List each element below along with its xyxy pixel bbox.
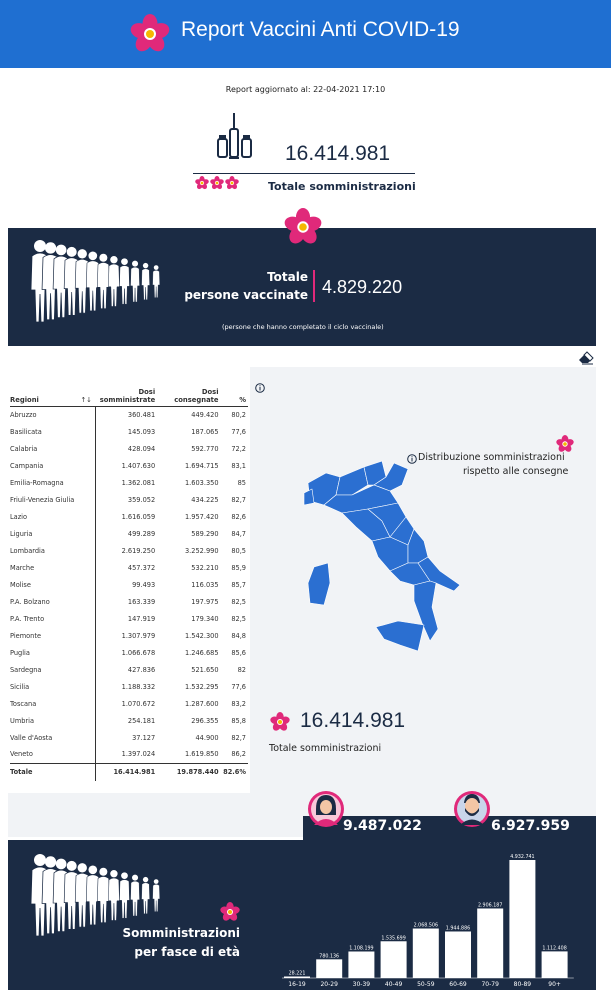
delivered-cell: 1.694.715 [184, 461, 219, 470]
administered-cell: 163.339 [127, 597, 156, 606]
administered-cell: 360.481 [127, 410, 156, 419]
percent-cell: 84,8 [231, 631, 246, 640]
table-row[interactable] [10, 746, 248, 763]
age-category-label: 50-59 [417, 981, 435, 988]
map-region[interactable] [376, 621, 424, 651]
column-header-delivered[interactable] [159, 378, 222, 406]
delivered-cell: 187.065 [191, 427, 219, 436]
column-header-label: consegnate [174, 395, 219, 404]
region-cell: Abruzzo [10, 406, 96, 423]
map-total-value: 16.414.981 [300, 709, 406, 732]
percent-cell: 85 [237, 478, 246, 487]
primula-flower-icon [130, 14, 170, 54]
divider [313, 270, 315, 302]
age-category-label: 80-89 [513, 981, 532, 988]
administered-cell: 1.397.024 [121, 750, 156, 759]
table-row[interactable] [10, 729, 248, 746]
delivered-cell: 1.957.420 [184, 512, 219, 521]
table-row[interactable] [10, 644, 248, 661]
age-category-label: 16-19 [288, 981, 306, 988]
administered-cell: 428.094 [127, 444, 156, 453]
table-row[interactable] [10, 491, 248, 508]
man-avatar-icon [453, 789, 491, 829]
people-vaccinated-label-2: persone vaccinate [184, 288, 308, 302]
age-category-label: 20-29 [320, 981, 338, 988]
percent-cell: 82,5 [231, 597, 246, 606]
percent-cell: 77,6 [231, 682, 246, 691]
age-section-label-1: Somministrazioni [122, 926, 240, 940]
table-row[interactable] [10, 576, 248, 593]
administered-cell: 1.066.678 [121, 648, 156, 657]
administered-cell: 1.362.081 [121, 478, 156, 487]
percent-cell: 82,7 [231, 733, 246, 742]
region-cell: P.A. Trento [10, 610, 96, 627]
table-row[interactable] [10, 661, 248, 678]
italy-regions-map[interactable] [290, 455, 470, 660]
administered-cell: 147.919 [127, 614, 156, 623]
region-cell: Valle d'Aosta [10, 729, 96, 746]
percent-cell: 85,9 [231, 563, 246, 572]
administered-cell: 2.619.250 [121, 546, 156, 555]
region-cell: Molise [10, 576, 96, 593]
sort-icon[interactable]: ↑↓ [80, 395, 92, 404]
age-bar[interactable] [413, 929, 439, 978]
age-bar-value-label: 4.932.741 [510, 855, 535, 860]
table-row[interactable] [10, 508, 248, 525]
table-row[interactable] [10, 559, 248, 576]
region-cell: Sardegna [10, 661, 96, 678]
page-title: Report Vaccini Anti COVID-19 [181, 18, 460, 41]
delivered-cell: 1.287.600 [184, 699, 219, 708]
percent-cell: 85,7 [231, 580, 246, 589]
age-groups-bar-chart [280, 848, 580, 988]
administered-cell: 1.307.979 [121, 631, 156, 640]
percent-cell: 80,5 [231, 546, 246, 555]
total-label: Totale [10, 763, 96, 781]
delivered-cell: 197.975 [191, 597, 219, 606]
men-administrations-value: 6.927.959 [491, 818, 570, 834]
region-cell: Campania [10, 457, 96, 474]
delivered-cell: 296.355 [191, 716, 219, 725]
age-category-label: 60-69 [449, 981, 467, 988]
administered-cell: 37.127 [132, 733, 156, 742]
people-vaccinated-label-1: Totale [267, 270, 308, 284]
region-cell: Veneto [10, 746, 96, 763]
delivered-cell: 1.603.350 [184, 478, 219, 487]
administered-cell: 145.093 [127, 427, 156, 436]
table-row[interactable] [10, 406, 248, 423]
administered-cell: 1.407.630 [121, 461, 156, 470]
table-row[interactable] [10, 627, 248, 644]
delivered-cell: 434.225 [191, 495, 219, 504]
column-header-region[interactable] [10, 378, 96, 406]
delivered-cell: 1.619.850 [184, 750, 219, 759]
map-region[interactable] [304, 489, 314, 505]
table-row[interactable] [10, 593, 248, 610]
column-header-percent[interactable] [223, 378, 248, 406]
region-cell: Lazio [10, 508, 96, 525]
percent-cell: 77,6 [231, 427, 246, 436]
region-cell: Toscana [10, 695, 96, 712]
age-section-label-2: per fasce di età [134, 945, 240, 959]
woman-avatar-icon [307, 789, 345, 829]
total-administrations-label: Totale somministrazioni [268, 180, 416, 193]
last-updated: Report aggiornato al: 22-04-2021 17:10 [225, 85, 386, 94]
administered-cell: 1.616.059 [121, 512, 156, 521]
region-cell: Sicilia [10, 678, 96, 695]
region-cell: Umbria [10, 712, 96, 729]
administered-cell: 1.070.672 [121, 699, 156, 708]
age-bar-value-label: 28.221 [288, 971, 306, 977]
administered-cell: 427.836 [127, 665, 156, 674]
percent-cell: 82 [237, 665, 246, 674]
age-category-label: 30-39 [352, 981, 371, 988]
delivered-cell: 521.650 [191, 665, 219, 674]
table-row[interactable] [10, 542, 248, 559]
delivered-cell: 589.290 [191, 529, 219, 538]
total-administrations-value: 16.414.981 [285, 142, 391, 165]
table-row[interactable] [10, 440, 248, 457]
age-bar-value-label: 1.108.199 [349, 946, 374, 952]
divider [193, 173, 415, 174]
women-administrations-value: 9.487.022 [343, 818, 422, 834]
primula-flower-icon [270, 712, 290, 732]
administered-cell: 499.289 [127, 529, 156, 538]
delivered-cell: 1.532.295 [184, 682, 219, 691]
region-cell: Puglia [10, 644, 96, 661]
map-region[interactable] [308, 563, 330, 605]
table-row[interactable] [10, 695, 248, 712]
table-total-row [10, 763, 248, 781]
primula-flower-icon [195, 176, 209, 190]
table-row[interactable] [10, 457, 248, 474]
age-category-label: 90+ [548, 981, 561, 988]
age-bar-value-label: 1.112.408 [542, 946, 567, 952]
age-bar-value-label: 2.906.187 [477, 903, 503, 909]
region-cell: Calabria [10, 440, 96, 457]
column-header-label: Regioni [10, 395, 39, 404]
column-header-administered[interactable] [96, 378, 159, 406]
administered-cell: 457.372 [127, 563, 156, 572]
age-bar[interactable] [316, 959, 342, 978]
primula-flower-icon [284, 208, 322, 246]
age-category-label: 70-79 [481, 981, 499, 988]
table-row[interactable] [10, 474, 248, 491]
region-cell: Marche [10, 559, 96, 576]
eraser-icon[interactable] [578, 351, 594, 365]
regions-table [10, 378, 248, 781]
age-bar[interactable] [445, 931, 471, 978]
percent-cell: 85,6 [231, 648, 246, 657]
map-total-label: Totale somministrazioni [269, 743, 382, 754]
region-cell: P.A. Bolzano [10, 593, 96, 610]
people-vaccinated-note: (persone che hanno completato il ciclo vaccinale) [222, 323, 384, 331]
percent-cell: 83,1 [231, 461, 246, 470]
table-row[interactable] [10, 712, 248, 729]
percent-cell: 85,8 [231, 716, 246, 725]
region-cell: Friuli-Venezia Giulia [10, 491, 96, 508]
info-icon[interactable] [255, 383, 265, 393]
administered-cell: 1.188.332 [121, 682, 156, 691]
percent-cell: 82,7 [231, 495, 246, 504]
crowd-illustration-icon [20, 236, 165, 326]
distribution-label-1: Distribuzione somministrazioni [418, 452, 565, 463]
region-cell: Basilicata [10, 423, 96, 440]
info-icon[interactable] [407, 454, 417, 464]
age-bar-value-label: 780.136 [319, 954, 340, 960]
delivered-cell: 592.770 [191, 444, 219, 453]
percent-cell: 82,5 [231, 614, 246, 623]
percent-cell: 86,2 [231, 750, 246, 759]
total-administered: 16.414.981 [96, 763, 159, 781]
administered-cell: 359.052 [127, 495, 156, 504]
age-bar[interactable] [542, 951, 568, 978]
table-row[interactable] [10, 423, 248, 440]
delivered-cell: 44.900 [195, 733, 219, 742]
column-header-label: somministrate [99, 395, 156, 404]
table-header-row [10, 378, 248, 406]
percent-cell: 72,2 [231, 444, 246, 453]
age-bar-value-label: 2.068.506 [413, 923, 439, 929]
column-header-label: % [239, 395, 246, 404]
percent-cell: 84,7 [231, 529, 246, 538]
delivered-cell: 1.542.300 [184, 631, 219, 640]
people-vaccinated-value: 4.829.220 [322, 277, 403, 297]
administered-cell: 99.493 [132, 580, 156, 589]
age-category-label: 40-49 [384, 981, 403, 988]
distribution-label-2: rispetto alle consegne [463, 466, 569, 477]
primula-flower-icon [210, 176, 224, 190]
age-bar-value-label: 1.944.886 [445, 926, 471, 932]
age-bar[interactable] [381, 941, 407, 978]
table-row[interactable] [10, 610, 248, 627]
total-percent: 82.6% [223, 763, 248, 781]
table-row[interactable] [10, 678, 248, 695]
delivered-cell: 179.340 [191, 614, 219, 623]
primula-flower-icon [225, 176, 239, 190]
column-header-label: Dosi [201, 387, 219, 396]
region-cell: Lombardia [10, 542, 96, 559]
percent-cell: 83,2 [231, 699, 246, 708]
vaccine-vial-icon [215, 111, 255, 163]
age-bar[interactable] [477, 908, 503, 978]
delivered-cell: 3.252.990 [184, 546, 219, 555]
administered-cell: 254.181 [127, 716, 156, 725]
delivered-cell: 116.035 [191, 580, 219, 589]
percent-cell: 80,2 [231, 410, 246, 419]
percent-cell: 82,6 [231, 512, 246, 521]
region-cell: Piemonte [10, 627, 96, 644]
delivered-cell: 1.246.685 [184, 648, 219, 657]
primula-flower-icon [220, 902, 240, 922]
primula-flower-icon [556, 435, 574, 453]
age-bar[interactable] [348, 951, 374, 978]
age-bar[interactable] [509, 860, 535, 978]
region-cell: Emilia-Romagna [10, 474, 96, 491]
delivered-cell: 449.420 [191, 410, 219, 419]
delivered-cell: 532.210 [191, 563, 219, 572]
table-row[interactable] [10, 525, 248, 542]
column-header-label: Dosi [138, 387, 156, 396]
region-cell: Liguria [10, 525, 96, 542]
age-bar-value-label: 1.535.699 [381, 936, 406, 942]
total-delivered: 19.878.440 [159, 763, 222, 781]
